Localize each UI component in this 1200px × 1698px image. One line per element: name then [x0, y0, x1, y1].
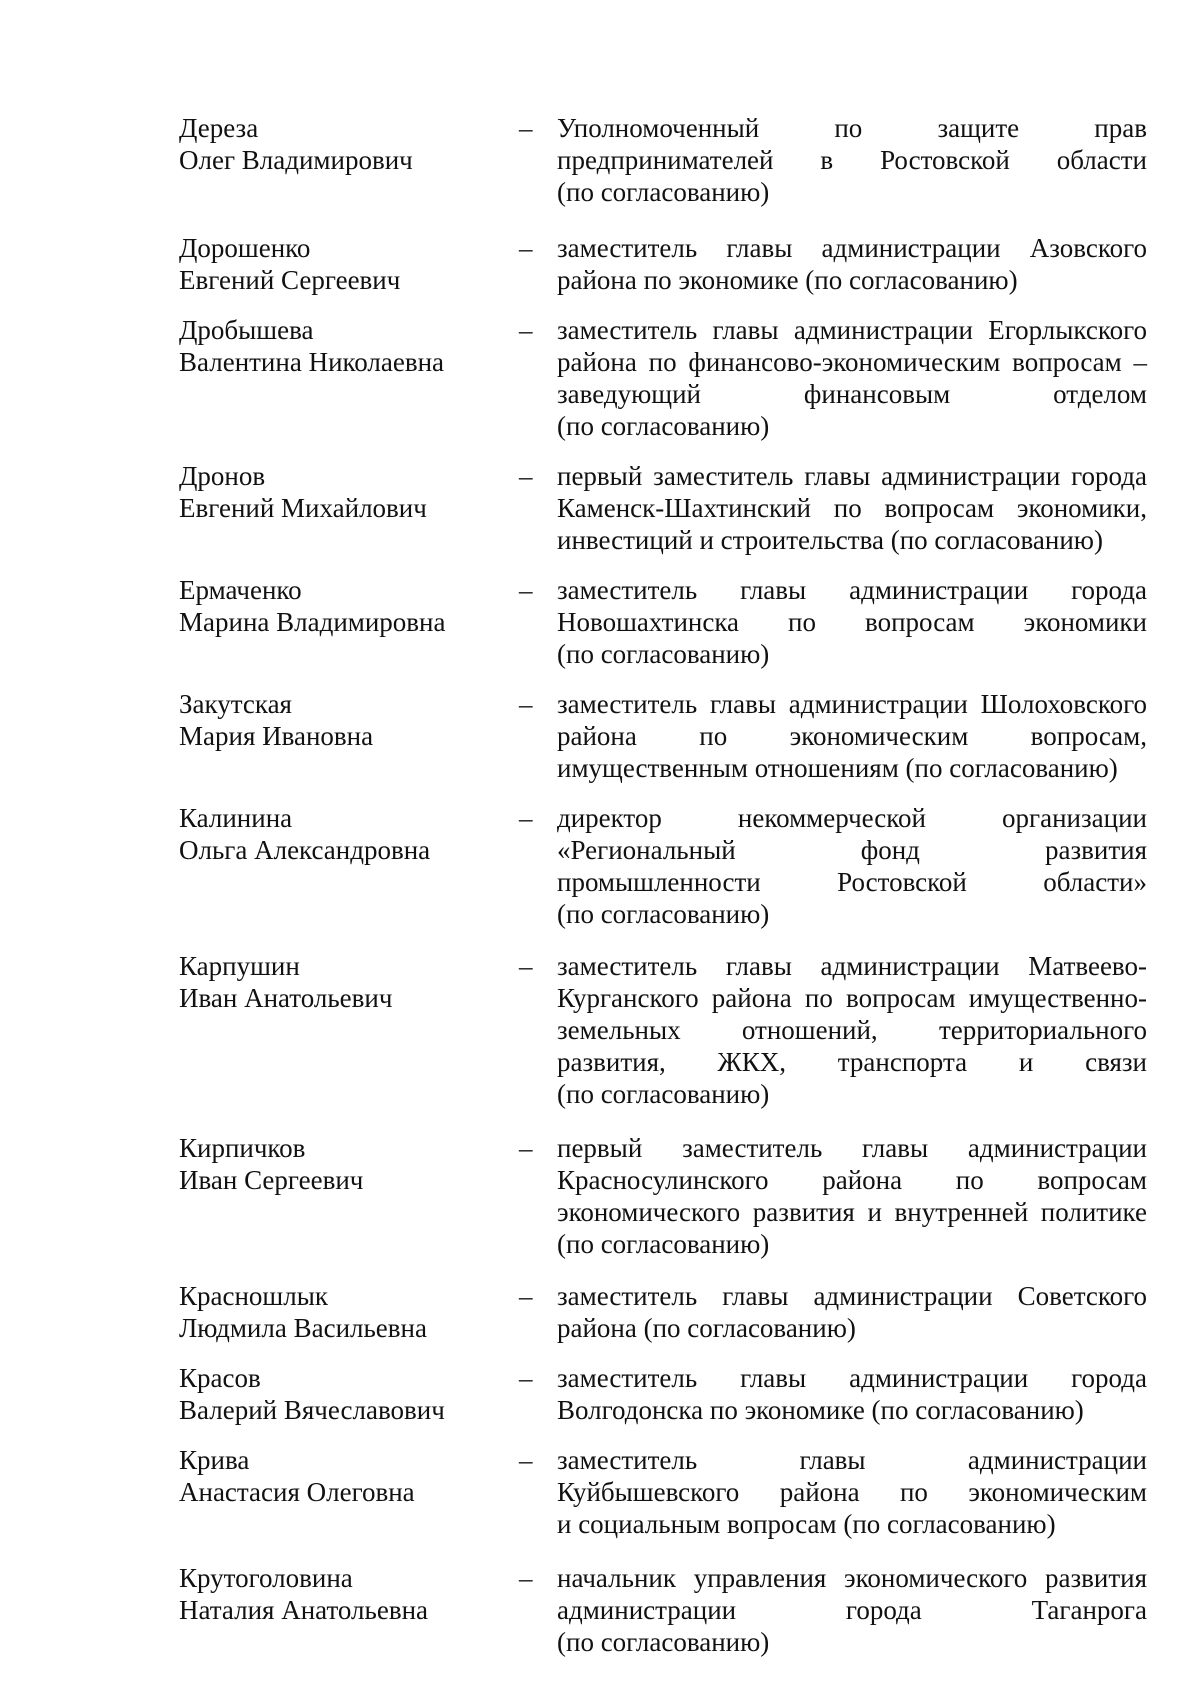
position-line: (по согласованию)	[557, 177, 770, 207]
dash-separator: –	[519, 113, 533, 143]
position-line: Уполномоченный по защите прав	[557, 113, 1147, 143]
dash-separator: –	[519, 1563, 533, 1593]
position-line: заместитель главы администрации	[557, 1445, 1147, 1475]
member-position	[557, 1562, 1147, 1658]
position-line: района по экономике (по согласованию)	[557, 265, 1018, 295]
position-line: и социальным вопросам (по согласованию)	[557, 1509, 1056, 1539]
member-position	[557, 1362, 1147, 1426]
member-given-name: Валентина Николаевна	[179, 347, 445, 377]
member-given-name: Марина Владимировна	[179, 607, 446, 637]
member-surname: Крутоголовина	[179, 1563, 353, 1593]
member-given-name: Мария Ивановна	[179, 721, 374, 751]
dash-separator: –	[519, 689, 533, 719]
member-surname: Карпушин	[179, 951, 300, 981]
list-item	[179, 802, 1147, 930]
member-name	[179, 1280, 519, 1344]
position-line: директор некоммерческой организации	[557, 803, 1147, 833]
list-item	[179, 1362, 1147, 1426]
position-line: администрации города Таганрога	[557, 1595, 1147, 1625]
dash-separator: –	[519, 461, 533, 491]
member-given-name: Валерий Вячеславович	[179, 1395, 445, 1425]
member-position	[557, 688, 1147, 784]
list-item	[179, 950, 1147, 1110]
member-surname: Красношлык	[179, 1281, 328, 1311]
position-line: заместитель главы администрации города	[557, 1363, 1147, 1393]
member-given-name: Евгений Михайлович	[179, 493, 427, 523]
member-given-name: Людмила Васильевна	[179, 1313, 427, 1343]
list-item	[179, 1280, 1147, 1344]
member-surname: Красов	[179, 1363, 261, 1393]
position-line: Куйбышевского района по экономическим	[557, 1477, 1147, 1507]
position-line: земельных отношений, территориального	[557, 1015, 1147, 1045]
position-line: Волгодонска по экономике (по согласованию)	[557, 1395, 1084, 1425]
position-line: промышленности Ростовской области»	[557, 867, 1147, 897]
list-item	[179, 1132, 1147, 1260]
position-line: имущественным отношениям (по согласованию)	[557, 753, 1118, 783]
list-item	[179, 314, 1147, 442]
dash-separator: –	[519, 1133, 533, 1163]
member-given-name: Иван Сергеевич	[179, 1165, 364, 1195]
position-line: первый заместитель главы администрации города	[557, 461, 1147, 491]
position-line: (по согласованию)	[557, 1229, 770, 1259]
dash-separator: –	[519, 233, 533, 263]
member-name	[179, 1444, 519, 1508]
position-line: предпринимателей в Ростовской области	[557, 145, 1147, 175]
member-surname: Кирпичков	[179, 1133, 306, 1163]
member-name	[179, 1132, 519, 1196]
member-name	[179, 802, 519, 866]
member-position	[557, 1444, 1147, 1540]
member-surname: Дробышева	[179, 315, 314, 345]
member-position	[557, 802, 1147, 930]
position-line: развития, ЖКХ, транспорта и связи	[557, 1047, 1147, 1077]
member-position	[557, 574, 1147, 670]
member-given-name: Ольга Александровна	[179, 835, 431, 865]
position-line: Курганского района по вопросам имущественно-	[557, 983, 1147, 1013]
member-list	[179, 112, 1147, 1658]
member-surname: Крива	[179, 1445, 250, 1475]
member-name	[179, 314, 519, 378]
member-given-name: Иван Анатольевич	[179, 983, 393, 1013]
position-line: заместитель главы администрации Егорлыкского	[557, 315, 1147, 345]
member-surname: Дорошенко	[179, 233, 311, 263]
member-position	[557, 460, 1147, 556]
dash-separator: –	[519, 1363, 533, 1393]
position-line: заместитель главы администрации Азовского	[557, 233, 1147, 263]
position-line: Красносулинского района по вопросам	[557, 1165, 1147, 1195]
member-given-name: Анастасия Олеговна	[179, 1477, 415, 1507]
position-line: заместитель главы администрации города	[557, 575, 1147, 605]
member-name	[179, 574, 519, 638]
position-line: заместитель главы администрации Шолоховского	[557, 689, 1147, 719]
position-line: (по согласованию)	[557, 639, 770, 669]
position-line: заместитель главы администрации Советского	[557, 1281, 1147, 1311]
list-item	[179, 688, 1147, 784]
position-line: инвестиций и строительства (по согласованию)	[557, 525, 1103, 555]
list-item	[179, 1562, 1147, 1658]
list-item	[179, 460, 1147, 556]
dash-separator: –	[519, 315, 533, 345]
list-item	[179, 232, 1147, 296]
list-item	[179, 112, 1147, 208]
position-line: начальник управления экономического развития	[557, 1563, 1147, 1593]
position-line: (по согласованию)	[557, 1079, 770, 1109]
dash-separator: –	[519, 1281, 533, 1311]
member-name	[179, 112, 519, 176]
dash-separator: –	[519, 951, 533, 981]
member-surname: Калинина	[179, 803, 293, 833]
member-surname: Ермаченко	[179, 575, 302, 605]
position-line: (по согласованию)	[557, 899, 770, 929]
position-line: района по экономическим вопросам,	[557, 721, 1147, 751]
position-line: первый заместитель главы администрации	[557, 1133, 1147, 1163]
member-position	[557, 950, 1147, 1110]
list-item	[179, 1444, 1147, 1540]
member-name	[179, 688, 519, 752]
member-name	[179, 1562, 519, 1626]
member-position	[557, 1280, 1147, 1344]
member-position	[557, 1132, 1147, 1260]
dash-separator: –	[519, 1445, 533, 1475]
member-given-name: Наталия Анатольевна	[179, 1595, 428, 1625]
dash-separator: –	[519, 803, 533, 833]
member-surname: Закутская	[179, 689, 292, 719]
position-line: района (по согласованию)	[557, 1313, 856, 1343]
position-line: (по согласованию)	[557, 411, 770, 441]
member-name	[179, 232, 519, 296]
position-line: района по финансово-экономическим вопросам –	[557, 347, 1147, 377]
member-name	[179, 950, 519, 1014]
position-line: «Региональный фонд развития	[557, 835, 1147, 865]
member-given-name: Олег Владимирович	[179, 145, 413, 175]
member-surname: Дронов	[179, 461, 266, 491]
position-line: Каменск-Шахтинский по вопросам экономики,	[557, 493, 1147, 523]
position-line: заместитель главы администрации Матвеево-	[557, 951, 1147, 981]
position-line: заведующий финансовым отделом	[557, 379, 1147, 409]
dash-separator: –	[519, 575, 533, 605]
member-name	[179, 460, 519, 524]
position-line: (по согласованию)	[557, 1627, 770, 1657]
member-position	[557, 314, 1147, 442]
member-given-name: Евгений Сергеевич	[179, 265, 401, 295]
member-name	[179, 1362, 519, 1426]
member-position	[557, 112, 1147, 208]
member-position	[557, 232, 1147, 296]
position-line: Новошахтинска по вопросам экономики	[557, 607, 1147, 637]
list-item	[179, 574, 1147, 670]
member-surname: Дереза	[179, 113, 259, 143]
position-line: экономического развития и внутренней политике	[557, 1197, 1147, 1227]
